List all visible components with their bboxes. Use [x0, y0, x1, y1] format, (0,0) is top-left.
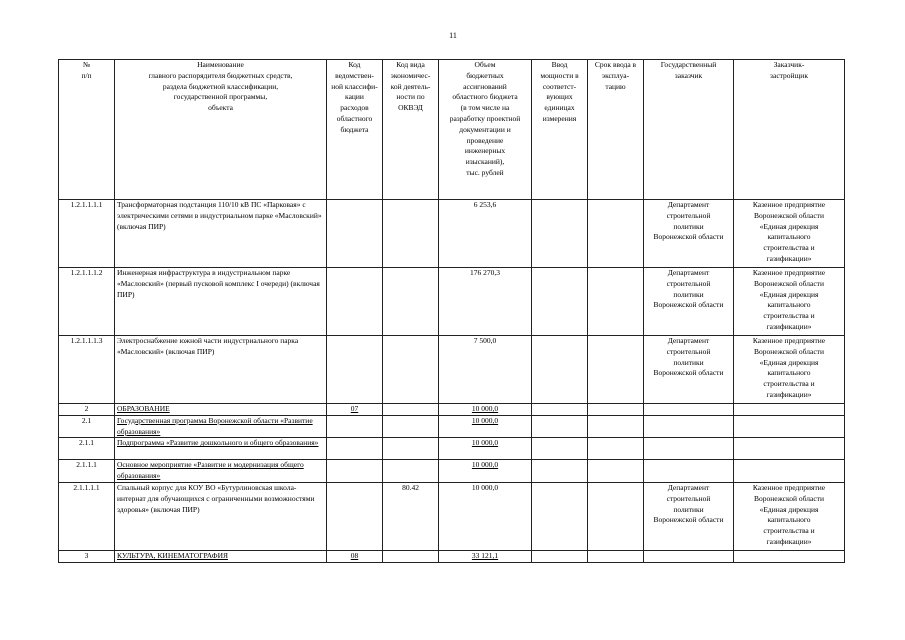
header-customer: Государственный заказчик [644, 60, 734, 200]
cell-term [588, 268, 644, 336]
cell-volume: 10 000,0 [439, 415, 532, 438]
cell-customer: Департамент строительной политики Воронежской области [644, 482, 734, 550]
cell-developer: Казенное предприятие Воронежской области «Единая дирекция капитального строительства и газификации» [734, 268, 845, 336]
cell-ved [327, 200, 383, 268]
cell-name: КУЛЬТУРА, КИНЕМАТОГРАФИЯ [115, 550, 327, 562]
cell-term [588, 200, 644, 268]
cell-customer [644, 438, 734, 460]
cell-num: 2.1.1.1.1 [59, 482, 115, 550]
page-number: 11 [449, 31, 457, 40]
cell-volume: 176 270,3 [439, 268, 532, 336]
table-header-row [59, 60, 845, 200]
table-row [59, 415, 845, 438]
table-row [59, 438, 845, 460]
cell-okved [383, 336, 439, 404]
cell-customer: Департамент строительной политики Воронежской области [644, 200, 734, 268]
cell-term [588, 438, 644, 460]
cell-term [588, 336, 644, 404]
cell-developer [734, 404, 845, 416]
header-okved-code: Код вида экономичес- кой деятель- ности по ОКВЭД [383, 60, 439, 200]
cell-capacity [532, 415, 588, 438]
cell-okved: 80.42 [383, 482, 439, 550]
table-row [59, 200, 845, 268]
cell-ved [327, 268, 383, 336]
cell-term [588, 404, 644, 416]
cell-capacity [532, 482, 588, 550]
header-ved-code: Код ведомствен- ной классифи- кации расходов областного бюджета [327, 60, 383, 200]
cell-num: 1.2.1.1.1.3 [59, 336, 115, 404]
cell-ved [327, 460, 383, 483]
cell-customer [644, 550, 734, 562]
cell-customer: Департамент строительной политики Воронежской области [644, 268, 734, 336]
cell-name: Спальный корпус для КОУ ВО «Бутурлиновская школа-интернат для обучающихся с ограниченными возможностями здоровья» (включая ПИР) [115, 482, 327, 550]
cell-ved [327, 482, 383, 550]
cell-customer [644, 460, 734, 483]
cell-okved [383, 438, 439, 460]
cell-capacity [532, 438, 588, 460]
cell-developer: Казенное предприятие Воронежской области «Единая дирекция капитального строительства и газификации» [734, 482, 845, 550]
cell-volume: 10 000,0 [439, 482, 532, 550]
table-row [59, 404, 845, 416]
cell-volume: 10 000,0 [439, 460, 532, 483]
cell-term [588, 482, 644, 550]
header-developer: Заказчик- застройщик [734, 60, 845, 200]
cell-capacity [532, 200, 588, 268]
header-capacity: Ввод мощности в соответст- вующих единицах измерения [532, 60, 588, 200]
table-row [59, 482, 845, 550]
header-name: Наименование главного распорядителя бюджетных средств, раздела бюджетной классификации, государственной программы, объекта [115, 60, 327, 200]
cell-developer [734, 550, 845, 562]
table-row [59, 550, 845, 562]
cell-name: Электроснабжение южной части индустриального парка «Масловский» (включая ПИР) [115, 336, 327, 404]
cell-okved [383, 415, 439, 438]
cell-developer: Казенное предприятие Воронежской области «Единая дирекция капитального строительства и газификации» [734, 200, 845, 268]
cell-volume: 10 000,0 [439, 404, 532, 416]
cell-num: 2.1 [59, 415, 115, 438]
cell-name: Трансформаторная подстанция 110/10 кВ ПС «Парковая» с электрическими сетями в индустриальном парке «Масловский» (включая ПИР) [115, 200, 327, 268]
cell-num: 1.2.1.1.1.2 [59, 268, 115, 336]
cell-ved: 08 [327, 550, 383, 562]
cell-num: 3 [59, 550, 115, 562]
cell-num: 1.2.1.1.1.1 [59, 200, 115, 268]
cell-volume: 10 000,0 [439, 438, 532, 460]
cell-okved [383, 268, 439, 336]
cell-term [588, 415, 644, 438]
header-num: № п/п [59, 60, 115, 200]
cell-developer [734, 460, 845, 483]
cell-term [588, 550, 644, 562]
cell-developer [734, 438, 845, 460]
cell-name: Государственная программа Воронежской области «Развитие образования» [115, 415, 327, 438]
cell-volume: 33 121,1 [439, 550, 532, 562]
cell-customer: Департамент строительной политики Воронежской области [644, 336, 734, 404]
cell-num: 2 [59, 404, 115, 416]
cell-name: Инженерная инфраструктура в индустриальном парке «Масловский» (первый пусковой комплекс I очереди) (включая ПИР) [115, 268, 327, 336]
cell-developer [734, 415, 845, 438]
cell-capacity [532, 460, 588, 483]
cell-num: 2.1.1 [59, 438, 115, 460]
cell-developer: Казенное предприятие Воронежской области «Единая дирекция капитального строительства и газификации» [734, 336, 845, 404]
cell-ved [327, 336, 383, 404]
cell-okved [383, 200, 439, 268]
table-row [59, 268, 845, 336]
cell-volume: 6 253,6 [439, 200, 532, 268]
header-volume: Объем бюджетных ассигнований областного бюджета (в том числе на разработку проектной документации и проведение инженерных изысканий), тыс. рублей [439, 60, 532, 200]
cell-name: ОБРАЗОВАНИЕ [115, 404, 327, 416]
cell-ved [327, 415, 383, 438]
cell-okved [383, 404, 439, 416]
cell-customer [644, 415, 734, 438]
cell-ved: 07 [327, 404, 383, 416]
cell-customer [644, 404, 734, 416]
cell-capacity [532, 336, 588, 404]
header-term: Срок ввода в эксплуа- тацию [588, 60, 644, 200]
cell-capacity [532, 268, 588, 336]
cell-ved [327, 438, 383, 460]
table-row [59, 336, 845, 404]
cell-num: 2.1.1.1 [59, 460, 115, 483]
cell-name: Подпрограмма «Развитие дошкольного и общего образования» [115, 438, 327, 460]
cell-okved [383, 460, 439, 483]
table-row [59, 460, 845, 483]
cell-capacity [532, 550, 588, 562]
budget-table [58, 59, 845, 563]
cell-volume: 7 500,0 [439, 336, 532, 404]
cell-term [588, 460, 644, 483]
cell-okved [383, 550, 439, 562]
cell-capacity [532, 404, 588, 416]
cell-name: Основное мероприятие «Развитие и модернизация общего образования» [115, 460, 327, 483]
